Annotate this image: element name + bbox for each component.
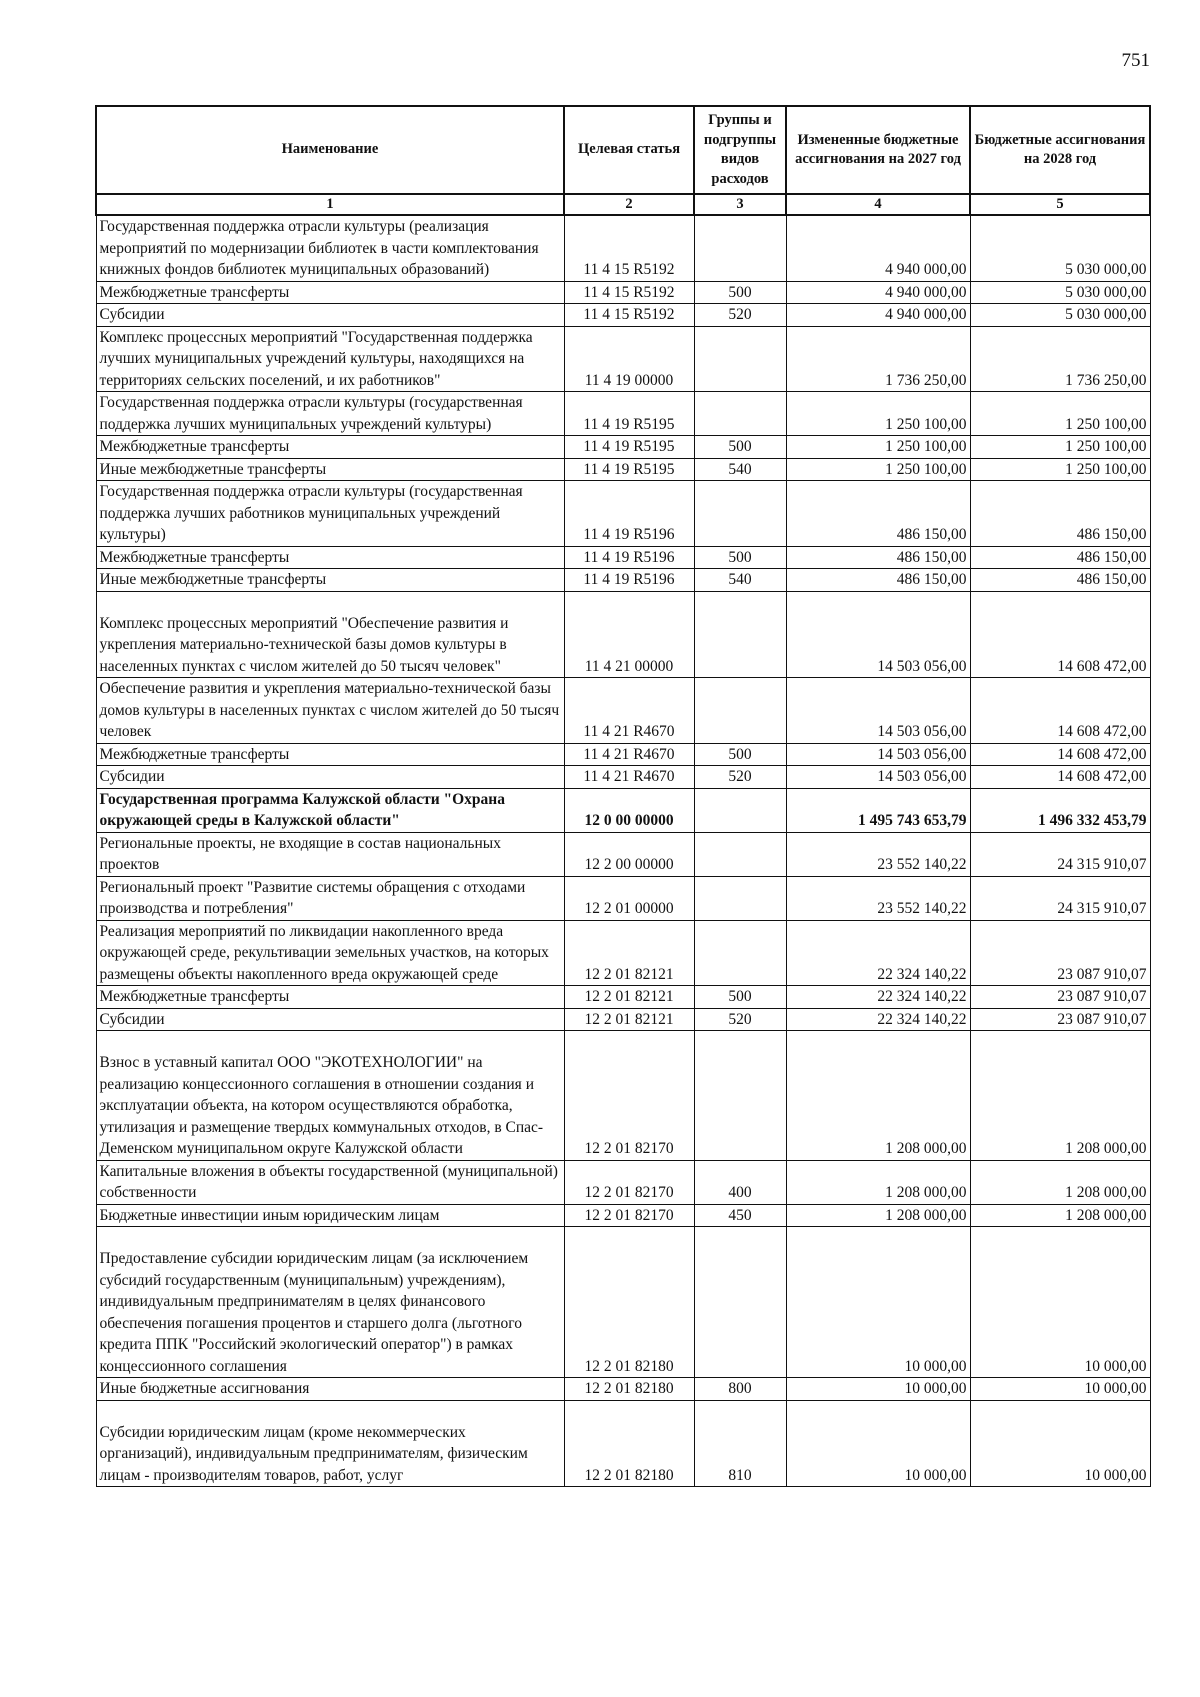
- row-expense-group-cell: [694, 788, 786, 832]
- row-amount-2028-cell: 24 315 910,07: [970, 832, 1150, 876]
- table-row: [96, 281, 1150, 304]
- row-amount-2028-cell: 10 000,00: [970, 1378, 1150, 1401]
- row-amount-2027-cell: 486 150,00: [786, 481, 970, 547]
- row-name-cell: Региональные проекты, не входящие в состав национальных проектов: [96, 832, 564, 876]
- row-target-article-cell: 11 4 21 R4670: [564, 766, 694, 789]
- table-row: [96, 920, 1150, 986]
- table-row: [96, 1008, 1150, 1031]
- row-amount-2027-cell: 14 503 056,00: [786, 591, 970, 678]
- row-name-cell: Комплекс процессных мероприятий "Обеспечение развития и укрепления материально-технической базы домов культуры в населенных пунктах с числом жителей до 50 тысяч человек": [96, 591, 564, 678]
- row-target-article-cell: 12 2 00 00000: [564, 832, 694, 876]
- row-name-cell: Субсидии юридическим лицам (кроме некоммерческих организаций), индивидуальным предпринимателям, физическим лицам - производителям товаров, работ, услуг: [96, 1400, 564, 1487]
- row-amount-2027-cell: 14 503 056,00: [786, 678, 970, 744]
- row-amount-2028-cell: 1 208 000,00: [970, 1160, 1150, 1204]
- row-name-cell: Капитальные вложения в объекты государственной (муниципальной) собственности: [96, 1160, 564, 1204]
- row-amount-2027-cell: 22 324 140,22: [786, 986, 970, 1009]
- row-amount-2027-cell: 1 250 100,00: [786, 392, 970, 436]
- row-expense-group-cell: 520: [694, 304, 786, 327]
- budget-allocation-table: [95, 105, 1151, 1487]
- row-amount-2028-cell: 486 150,00: [970, 546, 1150, 569]
- row-name-cell: Межбюджетные трансферты: [96, 743, 564, 766]
- row-amount-2028-cell: 1 496 332 453,79: [970, 788, 1150, 832]
- row-target-article-cell: 12 2 01 82121: [564, 986, 694, 1009]
- row-target-article-cell: 11 4 15 R5192: [564, 281, 694, 304]
- row-name-cell: Государственная поддержка отрасли культуры (реализация мероприятий по модернизации библиотек в части комплектования книжных фондов библиотек муниципальных образований): [96, 215, 564, 281]
- row-name-cell: Иные межбюджетные трансферты: [96, 569, 564, 592]
- row-amount-2028-cell: 24 315 910,07: [970, 876, 1150, 920]
- row-amount-2027-cell: 14 503 056,00: [786, 743, 970, 766]
- row-amount-2028-cell: 1 208 000,00: [970, 1204, 1150, 1227]
- row-amount-2027-cell: 486 150,00: [786, 569, 970, 592]
- row-amount-2028-cell: 1 250 100,00: [970, 458, 1150, 481]
- row-amount-2027-cell: 22 324 140,22: [786, 920, 970, 986]
- row-expense-group-cell: 520: [694, 766, 786, 789]
- row-target-article-cell: 11 4 15 R5192: [564, 215, 694, 281]
- header-expense-group: Группы и подгруппы видов расходов: [694, 106, 786, 194]
- table-row: [96, 1204, 1150, 1227]
- row-amount-2027-cell: 486 150,00: [786, 546, 970, 569]
- row-amount-2027-cell: 1 208 000,00: [786, 1160, 970, 1204]
- row-target-article-cell: 11 4 15 R5192: [564, 304, 694, 327]
- row-expense-group-cell: [694, 832, 786, 876]
- row-expense-group-cell: 500: [694, 281, 786, 304]
- row-target-article-cell: 11 4 19 R5196: [564, 481, 694, 547]
- table-row: [96, 788, 1150, 832]
- table-row: [96, 1160, 1150, 1204]
- row-expense-group-cell: 540: [694, 569, 786, 592]
- row-target-article-cell: 12 2 01 82121: [564, 920, 694, 986]
- row-expense-group-cell: 450: [694, 1204, 786, 1227]
- table-row: [96, 481, 1150, 547]
- row-expense-group-cell: 500: [694, 436, 786, 459]
- row-expense-group-cell: [694, 591, 786, 678]
- row-name-cell: Межбюджетные трансферты: [96, 281, 564, 304]
- header-name: Наименование: [96, 106, 564, 194]
- row-expense-group-cell: 500: [694, 986, 786, 1009]
- row-name-cell: Субсидии: [96, 304, 564, 327]
- row-name-cell: Государственная поддержка отрасли культуры (государственная поддержка лучших работников муниципальных учреждений культуры): [96, 481, 564, 547]
- row-name-cell: Реализация мероприятий по ликвидации накопленного вреда окружающей среде, рекультивации земельных участков, на которых размещены объекты накопленного вреда окружающей среде: [96, 920, 564, 986]
- page-number: 751: [1121, 50, 1150, 71]
- row-expense-group-cell: [694, 876, 786, 920]
- row-target-article-cell: 11 4 19 R5195: [564, 458, 694, 481]
- row-name-cell: Государственная поддержка отрасли культуры (государственная поддержка лучших муниципальных учреждений культуры): [96, 392, 564, 436]
- row-name-cell: Межбюджетные трансферты: [96, 546, 564, 569]
- row-amount-2027-cell: 22 324 140,22: [786, 1008, 970, 1031]
- row-expense-group-cell: 400: [694, 1160, 786, 1204]
- row-target-article-cell: 12 2 01 82121: [564, 1008, 694, 1031]
- header-row: [96, 106, 1150, 194]
- row-expense-group-cell: [694, 215, 786, 281]
- row-name-cell: Иные бюджетные ассигнования: [96, 1378, 564, 1401]
- row-expense-group-cell: 810: [694, 1400, 786, 1487]
- table-body: [96, 215, 1150, 1487]
- row-target-article-cell: 11 4 21 R4670: [564, 678, 694, 744]
- row-amount-2028-cell: 1 250 100,00: [970, 392, 1150, 436]
- row-amount-2027-cell: 1 250 100,00: [786, 458, 970, 481]
- row-amount-2027-cell: 1 208 000,00: [786, 1031, 970, 1161]
- table-row: [96, 458, 1150, 481]
- row-expense-group-cell: 540: [694, 458, 786, 481]
- row-target-article-cell: 11 4 19 R5196: [564, 569, 694, 592]
- row-amount-2027-cell: 23 552 140,22: [786, 832, 970, 876]
- header-amount-2027: Измененные бюджетные ассигнования на 2027 год: [786, 106, 970, 194]
- row-target-article-cell: 11 4 19 00000: [564, 326, 694, 392]
- row-name-cell: Государственная программа Калужской области "Охрана окружающей среды в Калужской области": [96, 788, 564, 832]
- table-row: [96, 743, 1150, 766]
- table-row: [96, 1031, 1150, 1161]
- table-row: [96, 392, 1150, 436]
- column-number: 3: [694, 194, 786, 215]
- row-amount-2028-cell: 5 030 000,00: [970, 304, 1150, 327]
- row-expense-group-cell: [694, 678, 786, 744]
- table-row: [96, 591, 1150, 678]
- row-expense-group-cell: [694, 1031, 786, 1161]
- row-target-article-cell: 11 4 19 R5195: [564, 436, 694, 459]
- table-row: [96, 215, 1150, 281]
- row-name-cell: Межбюджетные трансферты: [96, 986, 564, 1009]
- row-amount-2027-cell: 4 940 000,00: [786, 304, 970, 327]
- table-row: [96, 766, 1150, 789]
- row-expense-group-cell: [694, 392, 786, 436]
- column-number: 5: [970, 194, 1150, 215]
- row-expense-group-cell: [694, 1227, 786, 1378]
- row-expense-group-cell: 520: [694, 1008, 786, 1031]
- row-amount-2028-cell: 486 150,00: [970, 481, 1150, 547]
- row-target-article-cell: 12 2 01 00000: [564, 876, 694, 920]
- row-expense-group-cell: 500: [694, 743, 786, 766]
- row-target-article-cell: 12 2 01 82170: [564, 1204, 694, 1227]
- row-amount-2027-cell: 1 208 000,00: [786, 1204, 970, 1227]
- row-expense-group-cell: [694, 326, 786, 392]
- row-target-article-cell: 11 4 21 R4670: [564, 743, 694, 766]
- row-target-article-cell: 12 2 01 82180: [564, 1227, 694, 1378]
- row-name-cell: Субсидии: [96, 766, 564, 789]
- row-name-cell: Предоставление субсидии юридическим лицам (за исключением субсидий государственным (муниципальным) учреждениям), индивидуальным предпринимателям в целях финансового обеспечения погашения процентов и старшего долга (льготного кредита ППК "Российский экологический оператор") в рамках концессионного соглашения: [96, 1227, 564, 1378]
- row-expense-group-cell: 800: [694, 1378, 786, 1401]
- row-amount-2028-cell: 14 608 472,00: [970, 766, 1150, 789]
- row-amount-2028-cell: 23 087 910,07: [970, 920, 1150, 986]
- row-target-article-cell: 11 4 19 R5195: [564, 392, 694, 436]
- row-amount-2028-cell: 486 150,00: [970, 569, 1150, 592]
- table-row: [96, 876, 1150, 920]
- row-amount-2028-cell: 5 030 000,00: [970, 281, 1150, 304]
- table-row: [96, 304, 1150, 327]
- column-number-row: [96, 194, 1150, 215]
- row-amount-2027-cell: 10 000,00: [786, 1378, 970, 1401]
- row-amount-2027-cell: 1 495 743 653,79: [786, 788, 970, 832]
- row-amount-2028-cell: 23 087 910,07: [970, 986, 1150, 1009]
- row-amount-2027-cell: 1 736 250,00: [786, 326, 970, 392]
- row-target-article-cell: 12 2 01 82170: [564, 1160, 694, 1204]
- header-amount-2028: Бюджетные ассигнования на 2028 год: [970, 106, 1150, 194]
- row-target-article-cell: 12 0 00 00000: [564, 788, 694, 832]
- row-amount-2028-cell: 1 250 100,00: [970, 436, 1150, 459]
- row-amount-2028-cell: 10 000,00: [970, 1400, 1150, 1487]
- row-name-cell: Обеспечение развития и укрепления материально-технической базы домов культуры в населенных пунктах с числом жителей до 50 тысяч человек: [96, 678, 564, 744]
- row-name-cell: Комплекс процессных мероприятий "Государственная поддержка лучших муниципальных учреждений культуры, находящихся на территориях сельских поселений, и их работников": [96, 326, 564, 392]
- table-row: [96, 986, 1150, 1009]
- column-number: 1: [96, 194, 564, 215]
- row-amount-2028-cell: 5 030 000,00: [970, 215, 1150, 281]
- row-amount-2027-cell: 4 940 000,00: [786, 281, 970, 304]
- column-number: 4: [786, 194, 970, 215]
- row-amount-2028-cell: 14 608 472,00: [970, 591, 1150, 678]
- table-row: [96, 1378, 1150, 1401]
- row-target-article-cell: 11 4 21 00000: [564, 591, 694, 678]
- row-name-cell: Межбюджетные трансферты: [96, 436, 564, 459]
- row-amount-2028-cell: 14 608 472,00: [970, 678, 1150, 744]
- table-row: [96, 1227, 1150, 1378]
- row-target-article-cell: 12 2 01 82180: [564, 1378, 694, 1401]
- row-amount-2027-cell: 23 552 140,22: [786, 876, 970, 920]
- row-amount-2027-cell: 4 940 000,00: [786, 215, 970, 281]
- row-expense-group-cell: [694, 481, 786, 547]
- row-name-cell: Взнос в уставный капитал ООО "ЭКОТЕХНОЛОГИИ" на реализацию концессионного соглашения в отношении создания и эксплуатации объекта, на котором осуществляются обработка, утилизация и размещение твердых коммунальных отходов, в Спас-Деменском муниципальном округе Калужской области: [96, 1031, 564, 1161]
- row-expense-group-cell: 500: [694, 546, 786, 569]
- row-target-article-cell: 12 2 01 82180: [564, 1400, 694, 1487]
- row-amount-2028-cell: 23 087 910,07: [970, 1008, 1150, 1031]
- column-number: 2: [564, 194, 694, 215]
- table-row: [96, 326, 1150, 392]
- row-name-cell: Субсидии: [96, 1008, 564, 1031]
- row-expense-group-cell: [694, 920, 786, 986]
- row-name-cell: Иные межбюджетные трансферты: [96, 458, 564, 481]
- row-name-cell: Бюджетные инвестиции иным юридическим лицам: [96, 1204, 564, 1227]
- row-amount-2028-cell: 10 000,00: [970, 1227, 1150, 1378]
- row-amount-2028-cell: 1 736 250,00: [970, 326, 1150, 392]
- table-row: [96, 569, 1150, 592]
- header-target-article: Целевая статья: [564, 106, 694, 194]
- row-amount-2028-cell: 14 608 472,00: [970, 743, 1150, 766]
- row-amount-2027-cell: 14 503 056,00: [786, 766, 970, 789]
- row-target-article-cell: 12 2 01 82170: [564, 1031, 694, 1161]
- row-amount-2027-cell: 10 000,00: [786, 1227, 970, 1378]
- table-row: [96, 1400, 1150, 1487]
- row-amount-2027-cell: 1 250 100,00: [786, 436, 970, 459]
- table-row: [96, 546, 1150, 569]
- row-name-cell: Региональный проект "Развитие системы обращения с отходами производства и потребления": [96, 876, 564, 920]
- table-row: [96, 832, 1150, 876]
- row-amount-2027-cell: 10 000,00: [786, 1400, 970, 1487]
- row-target-article-cell: 11 4 19 R5196: [564, 546, 694, 569]
- row-amount-2028-cell: 1 208 000,00: [970, 1031, 1150, 1161]
- table-row: [96, 436, 1150, 459]
- table-row: [96, 678, 1150, 744]
